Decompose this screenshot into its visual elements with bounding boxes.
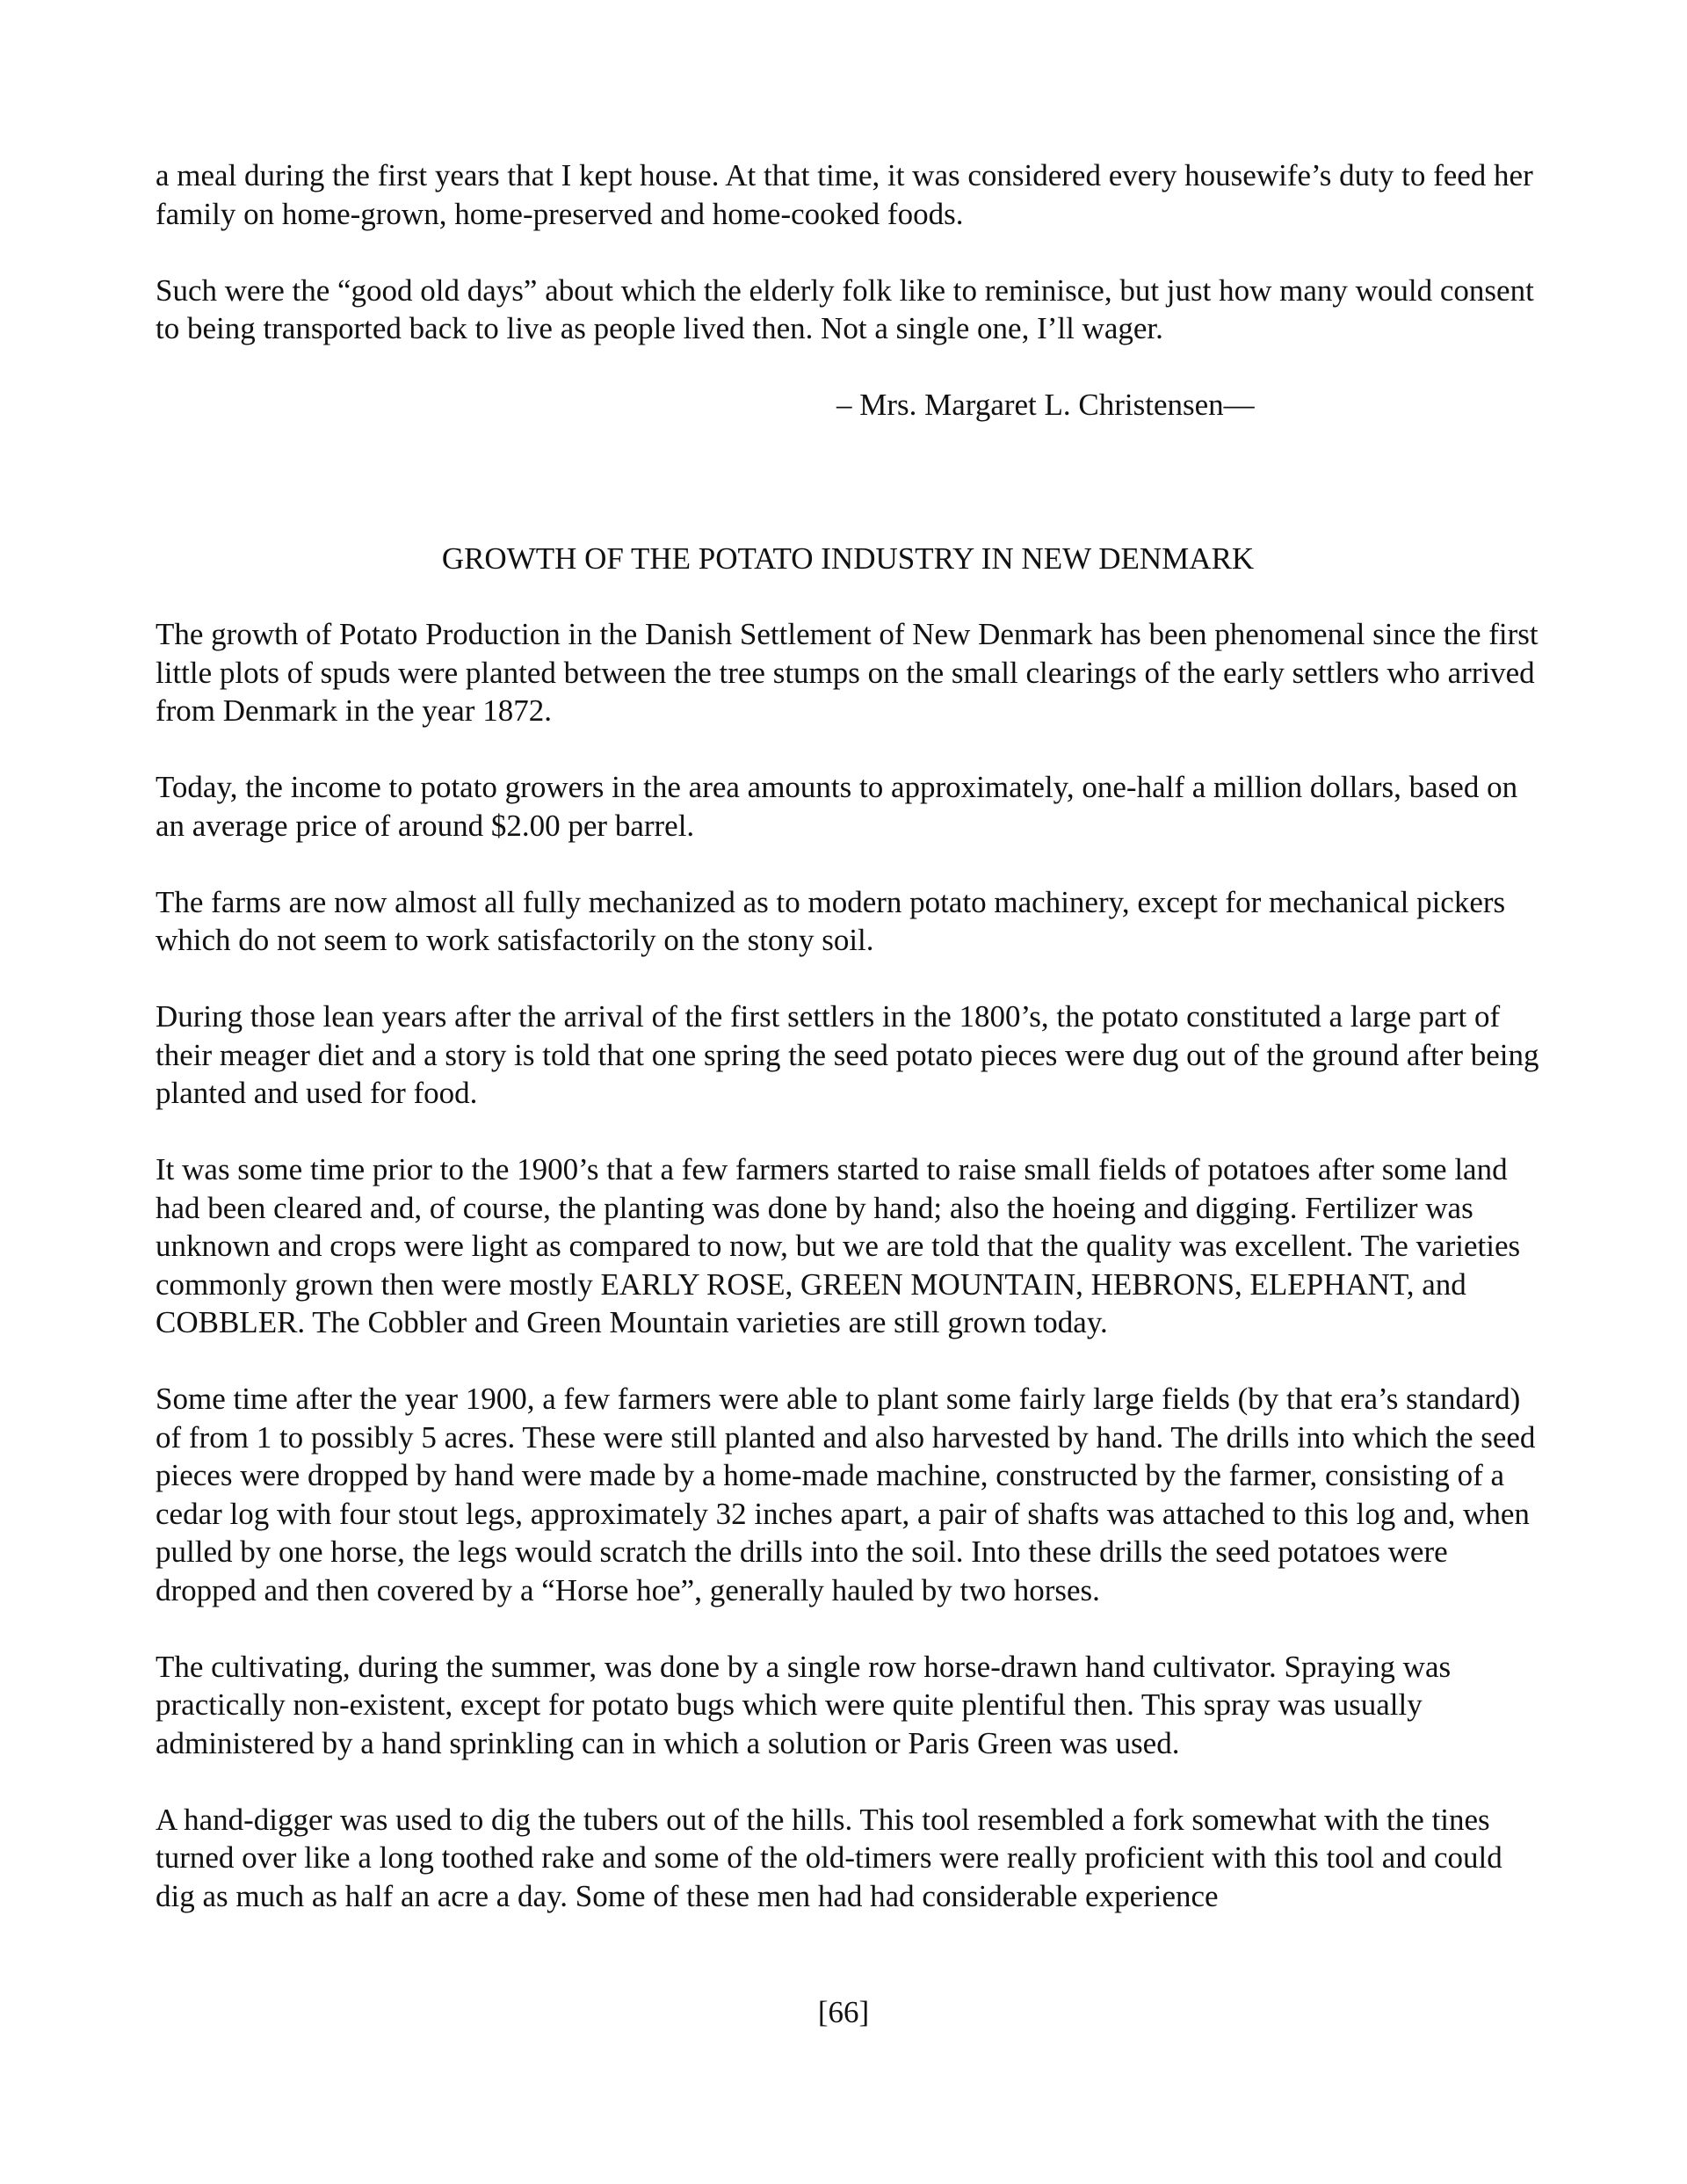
body-paragraph: The cultivating, during the summer, was done by a single row horse-drawn hand cultivator. Spraying was practically non-existent, except for potato bugs which were quite plentiful then. This spray was usually administered by a hand sprinkling can in which a solution or Paris Green was used.: [156, 1649, 1452, 1760]
author-signature: – Mrs. Margaret L. Christensen—: [836, 388, 1255, 422]
body-paragraph: The farms are now almost all fully mechanized as to modern potato machinery, except for mechanical pickers which do not seem to work satisfactorily on the stony soil.: [156, 884, 1506, 957]
body-paragraph: A hand-digger was used to dig the tubers out of the hills. This tool resembled a fork somewhat with the tines turned over like a long toothed rake and some of the old-timers were really proficient with this tool and could dig as much as half an acre a day. Some of these men had had considerable experience: [156, 1802, 1502, 1913]
section-heading: GROWTH OF THE POTATO INDUSTRY IN NEW DENMARK: [441, 541, 1255, 576]
body-paragraph: During those lean years after the arrival of the first settlers in the 1800’s, the potato constituted a large part of their meager diet and a story is told that one spring the seed potato pieces were dug out of the ground after being planted and used for food.: [156, 999, 1539, 1110]
body-paragraph: Today, the income to potato growers in the area amounts to approximately, one-half a million dollars, based on an average price of around $2.00 per barrel.: [156, 770, 1518, 843]
section-body: [156, 615, 1540, 1954]
body-paragraph: Some time after the year 1900, a few farmers were able to plant some fairly large fields (by that era’s standard) of from 1 to possibly 5 acres. These were still planted and also harvested by hand. The drills into which the seed pieces were dropped by hand were made by a home-made machine, constructed by the farmer, consisting of a cedar log with four stout legs, approximately 32 inches apart, a pair of shafts was attached to this log and, when pulled by one horse, the legs would scratch the drills into the soil. Into these drills the seed potatoes were dropped and then covered by a “Horse hoe”, generally hauled by two horses.: [156, 1382, 1536, 1607]
body-paragraph: The growth of Potato Production in the Danish Settlement of New Denmark has been phenomenal since the first little plots of spuds were planted between the tree stumps on the small clearings of the early settlers who arrived from Denmark in the year 1872.: [156, 617, 1539, 728]
document-page: [156, 156, 1540, 1913]
body-paragraph: It was some time prior to the 1900’s that a few farmers started to raise small fields of potatoes after some land had been cleared and, of course, the planting was done by hand; also the hoeing and digging. Fertilizer was unknown and crops were light as compared to now, but we are told that the quality was excellent. The varieties commonly grown then were mostly EARLY ROSE, GREEN MOUNTAIN, HEBRONS, ELEPHANT, and COBBLER. The Cobbler and Green Mountain varieties are still grown today.: [156, 1152, 1521, 1339]
page-number: [66]: [817, 1995, 870, 2029]
continued-paragraph: Such were the “good old days” about which the elderly folk like to reminisce, but just how many would consent to being transported back to live as people lived then. Not a single one, I’ll wager.: [156, 272, 1534, 345]
continued-paragraph: a meal during the first years that I kept house. At that time, it was considered every housewife’s duty to feed her family on home-grown, home-preserved and home-cooked foods.: [156, 158, 1533, 231]
